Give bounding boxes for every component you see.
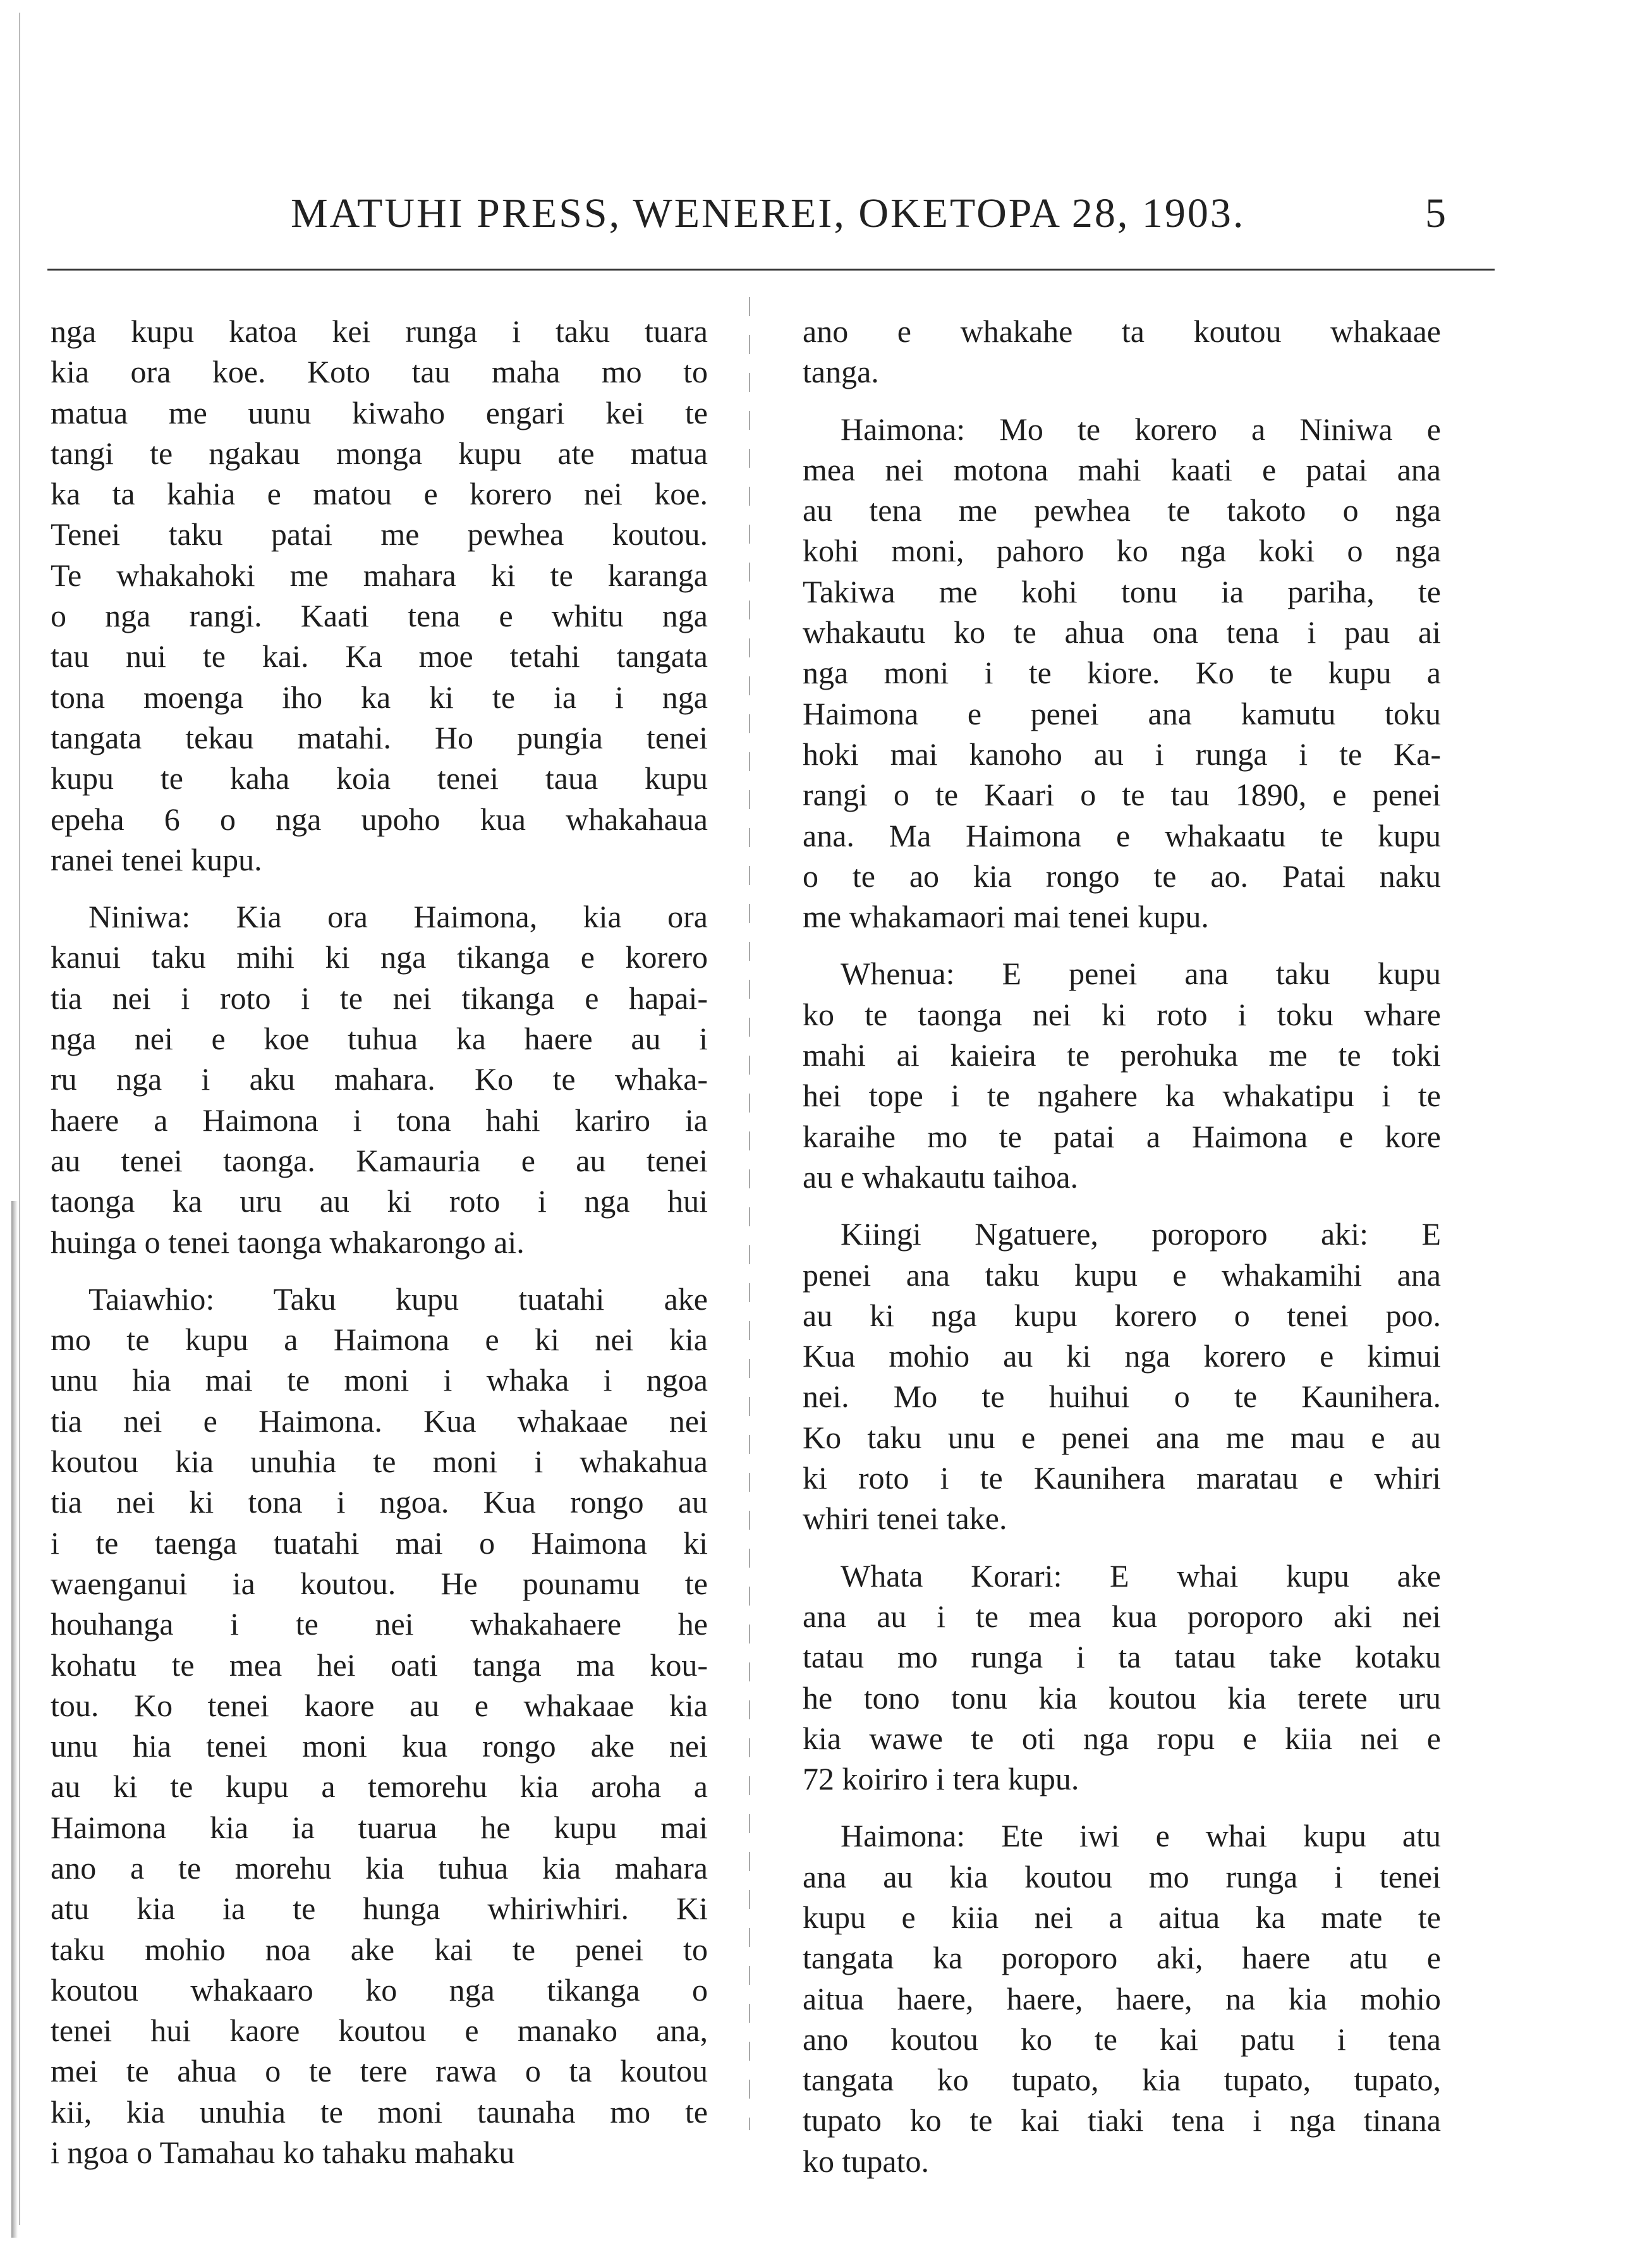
text-line: tau nui te kai. Ka moe tetahi tangata	[51, 638, 708, 674]
text-line: Taiawhio: Taku kupu tuatahi ake	[88, 1281, 708, 1317]
text-line: haere a Haimona i tona hahi kariro ia	[51, 1102, 708, 1138]
text-line: 72 koiriro i tera kupu.	[803, 1761, 1079, 1797]
text-line: nga nei e koe tuhua ka haere au i	[51, 1021, 708, 1057]
text-line: kupu te kaha koia tenei taua kupu	[51, 760, 708, 796]
text-line: Haimona: Mo te korero a Niniwa e	[841, 411, 1441, 447]
text-line: Whata Korari: E whai kupu ake	[841, 1558, 1441, 1594]
paragraph	[51, 896, 708, 1262]
text-line: Whenua: E penei ana taku kupu	[841, 956, 1441, 992]
text-line: tenei hui kaore koutou e manako ana,	[51, 2013, 708, 2049]
text-line: mei te ahua o te tere rawa o ta koutou	[51, 2053, 708, 2089]
text-line: epeha 6 o nga upoho kua whakahaua	[51, 801, 708, 837]
right-column	[803, 311, 1441, 2198]
text-line: kii, kia unuhia te moni taunaha mo te	[51, 2094, 708, 2130]
text-line: tona moenga iho ka ki te ia i nga	[51, 679, 708, 715]
text-line: kia wawe te oti nga ropu e kiia nei e	[803, 1720, 1441, 1756]
paragraph	[803, 409, 1441, 937]
text-line: o nga rangi. Kaati tena e whitu nga	[51, 598, 708, 634]
left-column	[51, 311, 708, 2189]
text-line: nga moni i te kiore. Ko te kupu a	[803, 655, 1441, 691]
text-line: mo te kupu a Haimona e ki nei kia	[51, 1322, 708, 1358]
text-line: whakautu ko te ahua ona tena i pau ai	[803, 614, 1441, 650]
text-line: ki roto i te Kaunihera maratau e whiri	[803, 1460, 1441, 1496]
text-line: karaihe mo te patai a Haimona e kore	[803, 1118, 1441, 1154]
page-edge-line	[19, 13, 20, 2225]
text-line: huinga o tenei taonga whakarongo ai.	[51, 1224, 525, 1260]
text-line: Ko taku unu e penei ana me mau e au	[803, 1419, 1441, 1455]
text-line: hoki mai kanoho au i runga i te Ka-	[803, 736, 1441, 772]
text-line: au tena me pewhea te takoto o nga	[803, 492, 1441, 528]
text-line: kia ora koe. Koto tau maha mo to	[51, 354, 708, 390]
text-line: kupu e kiia nei a aitua ka mate te	[803, 1899, 1441, 1935]
text-line: penei ana taku kupu e whakamihi ana	[803, 1257, 1441, 1293]
text-line: nei. Mo te huihui o te Kaunihera.	[803, 1379, 1441, 1415]
text-line: koutou whakaaro ko nga tikanga o	[51, 1972, 708, 2008]
text-line: tangata ka poroporo aki, haere atu e	[803, 1940, 1441, 1976]
text-line: nga kupu katoa kei runga i taku tuara	[51, 314, 708, 349]
text-line: tupato ko te kai tiaki tena i nga tinana	[803, 2102, 1441, 2138]
header-rule	[47, 269, 1495, 271]
text-line: ka ta kahia e matou e korero nei koe.	[51, 476, 708, 512]
page-edge-shadow	[11, 1201, 18, 2238]
text-line: tangata tekau matahi. Ho pungia tenei	[51, 719, 708, 755]
paragraph	[803, 1214, 1441, 1539]
text-line: mahi ai kaieira te perohuka me te toki	[803, 1037, 1441, 1073]
text-line: Takiwa me kohi tonu ia pariha, te	[803, 573, 1441, 609]
text-line: ana au i te mea kua poroporo aki nei	[803, 1598, 1441, 1634]
running-title: MATUHI PRESS, WENEREI, OKETOPA 28, 1903.	[291, 190, 1246, 236]
text-line: ano koutou ko te kai patu i tena	[803, 2021, 1441, 2057]
paragraph	[803, 311, 1441, 393]
text-line: Kiingi Ngatuere, poroporo aki: E	[841, 1216, 1441, 1252]
page-header	[0, 190, 1652, 247]
text-line: tangi te ngakau monga kupu ate matua	[51, 435, 708, 471]
text-line: rangi o te Kaari o te tau 1890, e penei	[803, 777, 1441, 813]
text-line: ru nga i aku mahara. Ko te whaka-	[51, 1061, 708, 1097]
text-line: hei tope i te ngahere ka whakatipu i te	[803, 1078, 1441, 1114]
text-line: Te whakahoki me mahara ki te karanga	[51, 557, 708, 593]
text-line: me whakamaori mai tenei kupu.	[803, 899, 1209, 935]
text-line: unu hia mai te moni i whaka i ngoa	[51, 1362, 708, 1398]
text-line: Tenei taku patai me pewhea koutou.	[51, 516, 708, 552]
text-line: ko te taonga nei ki roto i toku whare	[803, 996, 1441, 1032]
text-line: ana. Ma Haimona e whakaatu te kupu	[803, 817, 1441, 853]
text-line: tia nei ki tona i ngoa. Kua rongo au	[51, 1484, 708, 1520]
text-line: ko tupato.	[803, 2143, 929, 2179]
text-line: whiri tenei take.	[803, 1501, 1007, 1537]
text-line: mea nei motona mahi kaati e patai ana	[803, 451, 1441, 487]
text-line: au tenei taonga. Kamauria e au tenei	[51, 1142, 708, 1178]
text-line: Haimona kia ia tuarua he kupu mai	[51, 1809, 708, 1845]
text-line: taonga ka uru au ki roto i nga hui	[51, 1183, 708, 1219]
text-line: taku mohio noa ake kai te penei to	[51, 1931, 708, 1967]
paragraph	[51, 311, 708, 880]
column-rule	[749, 297, 750, 2130]
text-line: kohatu te mea hei oati tanga ma kou-	[51, 1647, 708, 1683]
text-line: matua me uunu kiwaho engari kei te	[51, 394, 708, 430]
text-line: tanga.	[803, 354, 879, 390]
text-line: au e whakautu taihoa.	[803, 1159, 1078, 1195]
text-line: ana au kia koutou mo runga i tenei	[803, 1858, 1441, 1894]
text-line: Niniwa: Kia ora Haimona, kia ora	[88, 899, 708, 935]
paragraph	[803, 1815, 1441, 2181]
text-line: unu hia tenei moni kua rongo ake nei	[51, 1728, 708, 1764]
text-line: o te ao kia rongo te ao. Patai naku	[803, 858, 1441, 894]
text-line: kanui taku mihi ki nga tikanga e korero	[51, 939, 708, 975]
text-line: ano a te morehu kia tuhua kia mahara	[51, 1850, 708, 1886]
text-line: koutou kia unuhia te moni i whakahua	[51, 1444, 708, 1480]
paragraph	[803, 953, 1441, 1197]
text-line: Kua mohio au ki nga korero e kimui	[803, 1338, 1441, 1374]
text-line: he tono tonu kia koutou kia terete uru	[803, 1680, 1441, 1716]
text-line: au ki te kupu a temorehu kia aroha a	[51, 1769, 708, 1805]
paragraph	[803, 1556, 1441, 1800]
text-line: atu kia ia te hunga whiriwhiri. Ki	[51, 1891, 708, 1927]
paragraph	[51, 1279, 708, 2173]
text-line: i ngoa o Tamahau ko tahaku mahaku	[51, 2135, 515, 2171]
text-line: houhanga i te nei whakahaere he	[51, 1606, 708, 1642]
text-line: kohi moni, pahoro ko nga koki o nga	[803, 533, 1441, 569]
text-line: aitua haere, haere, haere, na kia mohio	[803, 1980, 1441, 2016]
page-number: 5	[1425, 190, 1446, 236]
text-line: waenganui ia koutou. He pounamu te	[51, 1565, 708, 1601]
text-line: ano e whakahe ta koutou whakaae	[803, 314, 1441, 349]
text-line: tia nei e Haimona. Kua whakaae nei	[51, 1403, 708, 1439]
text-line: tou. Ko tenei kaore au e whakaae kia	[51, 1687, 708, 1723]
text-line: Haimona: Ete iwi e whai kupu atu	[841, 1818, 1441, 1854]
text-line: Haimona e penei ana kamutu toku	[803, 695, 1441, 731]
text-line: i te taenga tuatahi mai o Haimona ki	[51, 1525, 708, 1561]
text-line: tangata ko tupato, kia tupato, tupato,	[803, 2062, 1441, 2098]
text-line: au ki nga kupu korero o tenei poo.	[803, 1297, 1441, 1333]
text-line: ranei tenei kupu.	[51, 841, 262, 877]
text-line: tatau mo runga i ta tatau take kotaku	[803, 1639, 1441, 1675]
text-line: tia nei i roto i te nei tikanga e hapai-	[51, 980, 708, 1016]
